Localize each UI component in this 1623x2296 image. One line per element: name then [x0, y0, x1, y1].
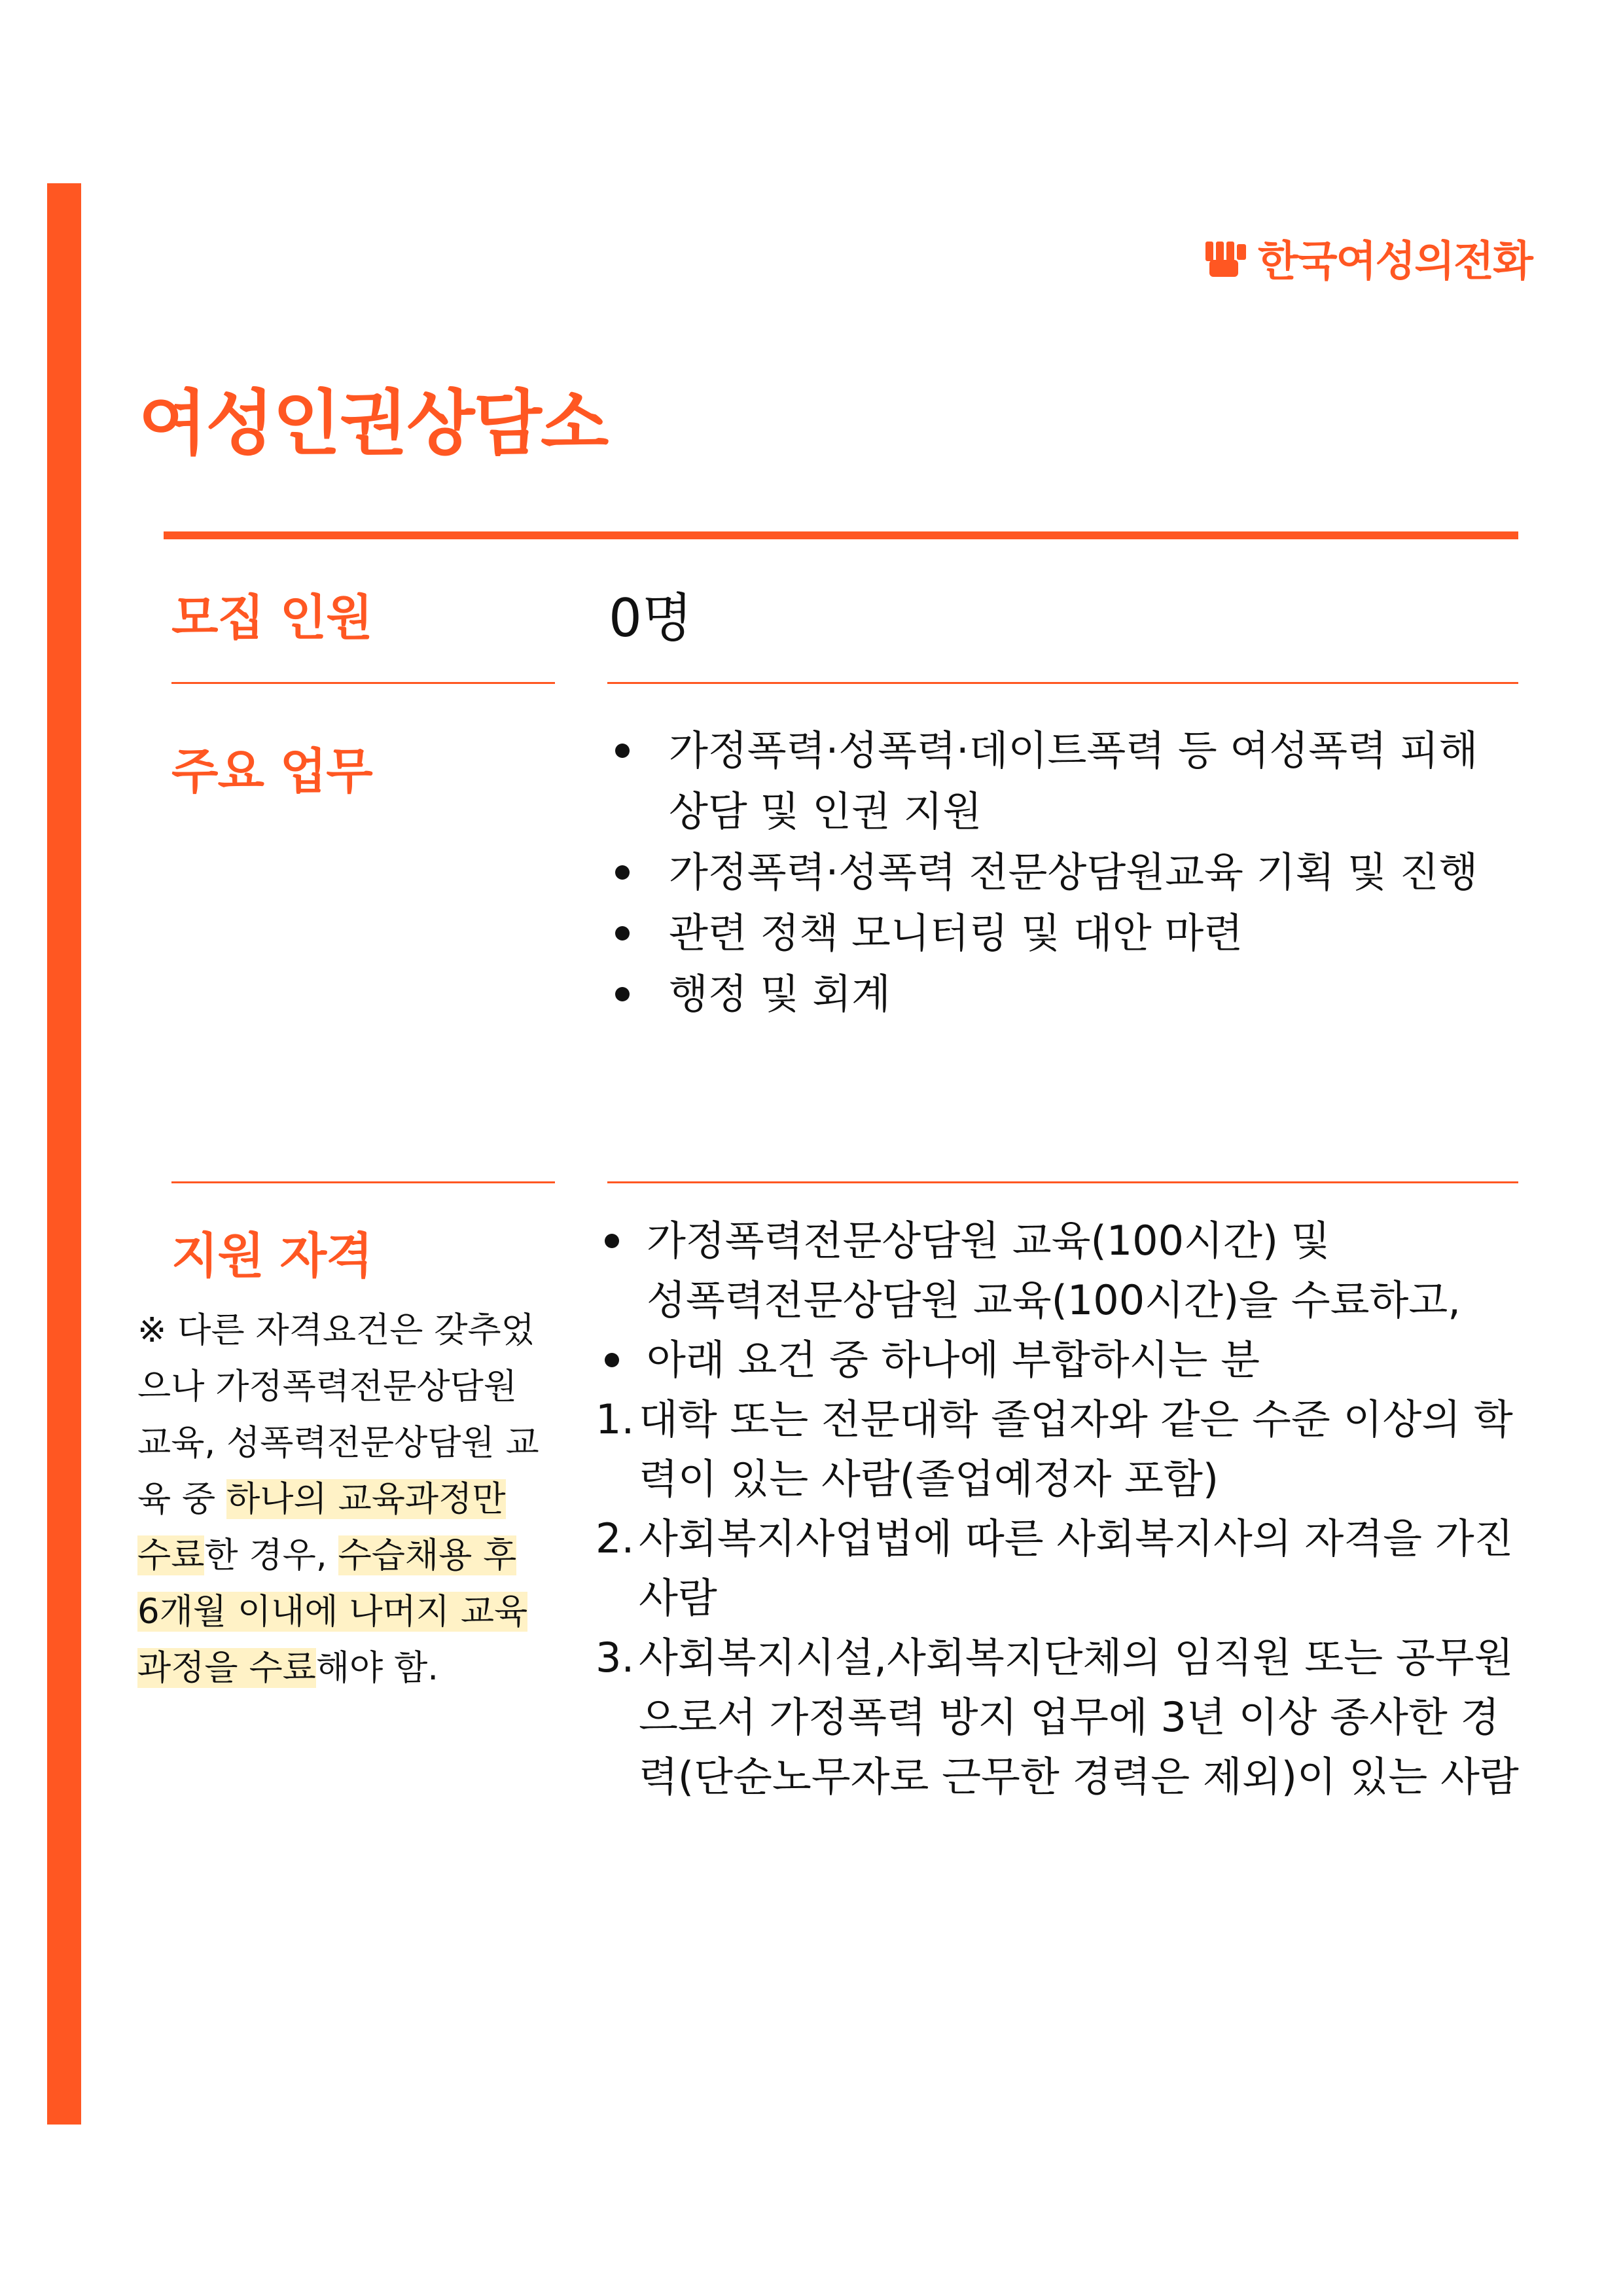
list-item: 가정폭력전문상담원 교육(100시간) 및 성폭력전문상담원 교육(100시간)을 수료하고,: [596, 1211, 1525, 1330]
numbered-item: 2. 사회복지사업법에 따른 사회복지사의 자격을 가진 사람: [596, 1515, 1514, 1622]
list-item: 행정 및 회계: [615, 963, 1518, 1024]
bullet-icon: [615, 744, 630, 758]
bullet-icon: [605, 1353, 619, 1367]
brand-logo-text: 한국여성의전화: [1258, 238, 1532, 286]
numbered-item: 1. 대학 또는 전문대학 졸업자와 같은 수준 이상의 학력이 있는 사람(졸업예정자 포함): [596, 1395, 1513, 1503]
list-item: 가정폭력·성폭력 전문상담원교육 기획 및 진행: [615, 842, 1518, 903]
recruit-value: 0명: [609, 588, 693, 649]
list-item: 아래 요건 중 하나에 부합하시는 분: [596, 1330, 1525, 1390]
left-accent-bar: [47, 183, 81, 2125]
qualification-label: 지원 자격: [171, 1228, 372, 1284]
row-divider-left: [171, 682, 555, 684]
duties-list: [615, 720, 1518, 1024]
brand-logo: [1203, 228, 1532, 288]
row-divider-right: [607, 1181, 1518, 1183]
fist-icon: [1203, 235, 1249, 281]
bullet-icon: [615, 987, 630, 1001]
bullet-icon: [605, 1234, 619, 1248]
highlight: 수습채용 후 6개월 이내에 나머지 교육과정을 수료: [137, 1535, 528, 1688]
bullet-icon: [615, 926, 630, 941]
numbered-item: 3. 사회복지시설,사회복지단체의 임직원 또는 공무원으로서 가정폭력 방지 업무에 3년 이상 종사한 경력(단순노무자로 근무한 경력은 제외)이 있는 사람: [596, 1634, 1519, 1801]
duties-label: 주요 업무: [171, 744, 372, 800]
list-item: 가정폭력·성폭력·데이트폭력 등 여성폭력 피해 상담 및 인권 지원: [615, 720, 1518, 842]
row-divider-left: [171, 1181, 555, 1183]
qualification-list: [596, 1211, 1525, 1806]
bullet-icon: [615, 865, 630, 880]
highlight: 하나의 교육과정만 수료: [137, 1479, 506, 1575]
page-title: 여성인권상담소: [139, 383, 608, 465]
qualification-note: ※ 다른 자격요건은 갖추었으나 가정폭력전문상담원 교육, 성폭력전문상담원 교육 중 하나의 교육과정만 수료한 경우, 수습채용 후 6개월 이내에 나머지 교육과정을 수료해야 함.: [137, 1310, 539, 1688]
row-divider-right: [607, 682, 1518, 684]
recruit-label: 모집 인원: [171, 590, 372, 646]
title-divider: [164, 531, 1518, 539]
list-item: 관련 정책 모니터링 및 대안 마련: [615, 903, 1518, 963]
